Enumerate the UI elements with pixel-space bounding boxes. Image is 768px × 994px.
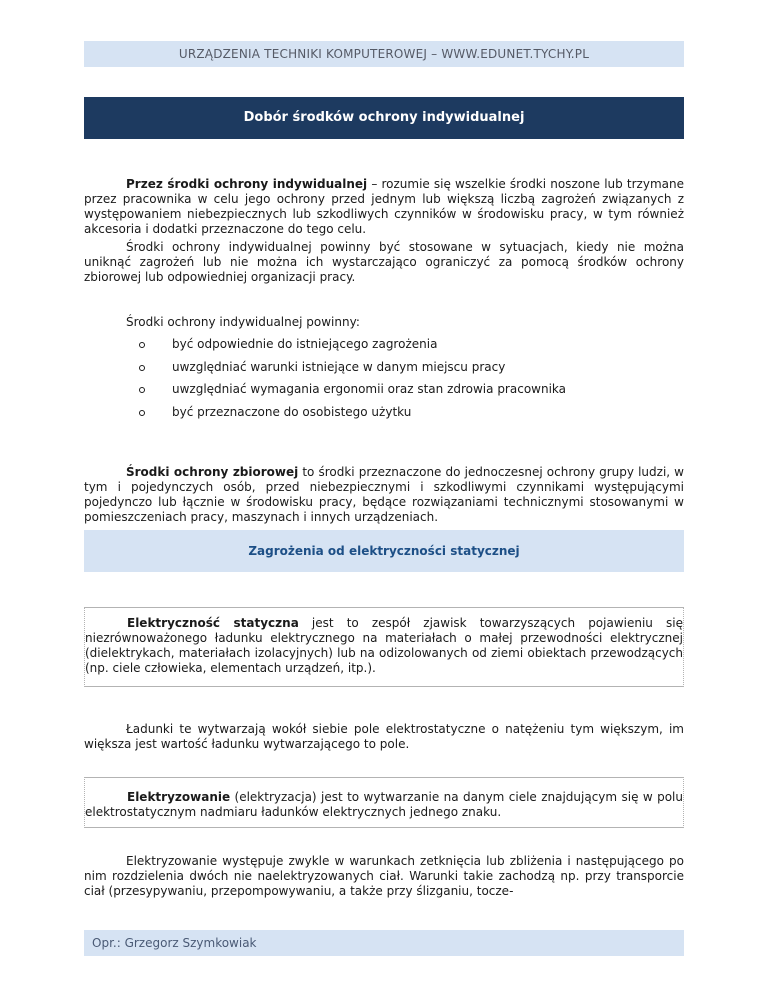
header-text: URZĄDZENIA TECHNIKI KOMPUTEROWEJ – WWW.EDUNET.TYCHY.PL [178, 47, 590, 61]
page-title [84, 97, 684, 139]
requirements-list [136, 333, 676, 423]
term-ppe: Przez środki ochrony indywidualnej [126, 177, 368, 191]
section-heading [84, 530, 684, 572]
definition-box-static-electricity [84, 607, 684, 687]
paragraph-collective-protection [84, 465, 684, 525]
page-header [84, 41, 684, 67]
term-static-electricity: Elektryczność statyczna [127, 616, 299, 630]
paragraph-electrification [85, 778, 683, 820]
definition-box-electrification [84, 777, 684, 828]
paragraph-definition-ppe [84, 177, 684, 237]
list-item: uwzględniać warunki istniejące w danym miejscu pracy [136, 356, 676, 379]
term-electrification: Elektryzowanie [127, 790, 231, 804]
paragraph-usage: Środki ochrony indywidualnej powinny być stosowane w sytuacjach, kiedy nie można uniknąć zagrożeń lub nie można ich wystarczająco ograniczyć za pomocą środków ochrony zbiorowej lub odpowiedniej organizacji pracy. [84, 240, 684, 284]
page-title-text: Dobór środków ochrony indywidualnej [243, 110, 525, 125]
paragraph-static-electricity [85, 608, 683, 676]
definition-electrification-text: (elektryzacja) jest to wytwarzanie na danym ciele znajdującym się w polu elektrostatycznym nadmiaru ładunków elektrycznych jednego znaku. [85, 790, 683, 819]
list-item: uwzględniać wymagania ergonomii oraz stan zdrowia pracownika [136, 378, 676, 401]
term-collective-protection: Środki ochrony zbiorowej [126, 465, 299, 479]
paragraph-electrification-conditions: Elektryzowanie występuje zwykle w warunkach zetknięcia lub zbliżenia i następującego po nim rozdzielenia dwóch nie naelektryzowanych ciał. Warunki takie zachodzą np. przy transporcie ciał (przesypywaniu, przepompowywaniu, a także przy ślizganiu, tocze- [84, 854, 684, 898]
section-heading-text: Zagrożenia od elektryczności statycznej [248, 544, 520, 558]
list-intro: Środki ochrony indywidualnej powinny: [126, 315, 360, 329]
definition-ppe-text: – rozumie się wszelkie środki noszone lub trzymane przez pracownika w celu jego ochrony przed jednym lub większą liczbą zagrożeń związanych z występowaniem niebezpiecznych lub szkodliwych czynników w środowisku pracy, w tym również akcesoria i dodatki przeznaczone do tego celu. [84, 177, 684, 236]
page-footer [84, 930, 684, 956]
paragraph-charges-field: Ładunki te wytwarzają wokół siebie pole elektrostatyczne o natężeniu tym większym, im większa jest wartość ładunku wytwarzającego to pole. [84, 722, 684, 751]
list-item: być odpowiednie do istniejącego zagrożenia [136, 333, 676, 356]
definition-static-text: jest to zespół zjawisk towarzyszących pojawieniu się niezrównoważonego ładunku elektrycznego na materiałach o małej przewodności elektrycznej (dielektrykach, materiałach izolacyjnych) lub na odizolowanych od ziemi obiektach przewodzących (np. ciele człowieka, elementach urządzeń, itp.). [85, 616, 683, 675]
definition-collective-text: to środki przeznaczone do jednoczesnej ochrony grupy ludzi, w tym i pojedynczych osób, przed niebezpiecznymi i szkodliwymi czynnikami występującymi pojedynczo lub łącznie w środowisku pracy, będące rozwiązaniami technicznymi stosowanymi w pomieszczeniach pracy, maszynach i innych urządzeniach. [84, 465, 685, 524]
footer-author: Opr.: Grzegorz Szymkowiak [92, 936, 257, 950]
list-item: być przeznaczone do osobistego użytku [136, 401, 676, 424]
